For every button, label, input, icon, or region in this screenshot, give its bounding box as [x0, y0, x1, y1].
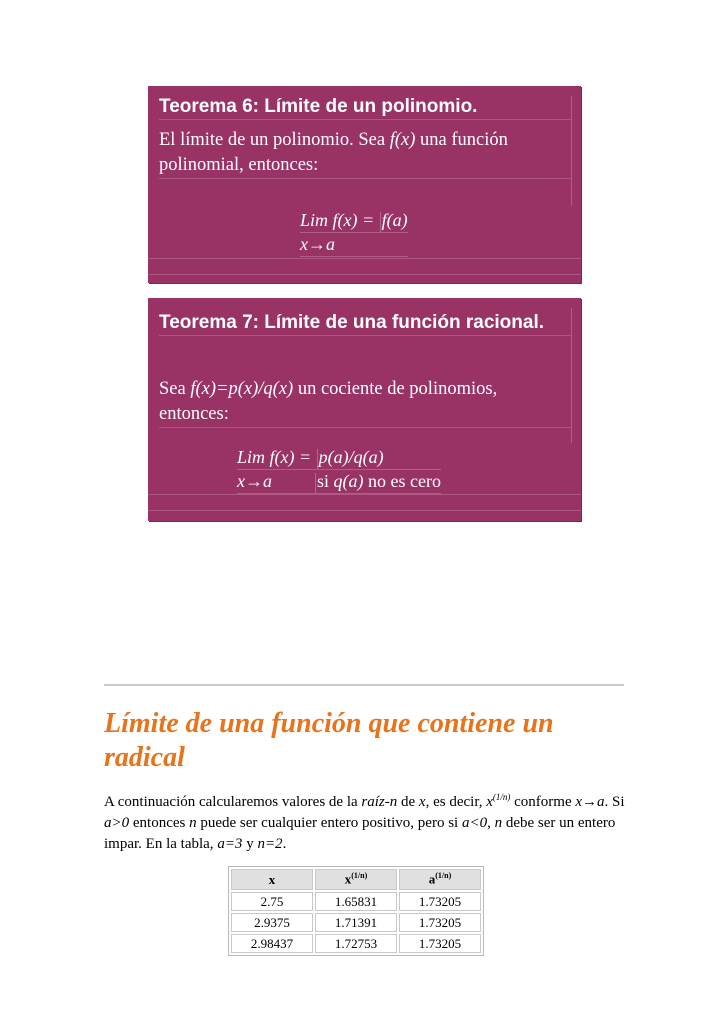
theorem-6-box	[148, 86, 581, 283]
table-cell: 1.65831	[315, 892, 397, 911]
table-cell: 2.98437	[231, 934, 313, 953]
values-table	[228, 866, 484, 956]
section-divider	[104, 684, 624, 686]
theorem-6-statement: El límite de un polinomio. Sea f(x) una función polinomial, entonces:	[159, 128, 571, 179]
header-x-root: $x^{(1/n)}$	[315, 869, 397, 890]
section-paragraph: A continuación calcularemos valores de la raíz-n de x, es decir, $x^{(1/n)}$ conforme x→a. Si a>0 entonces n puede ser cualquier entero positivo, pero si a<0, n debe ser un entero impar. En la tabla, a=3 y n=2.	[104, 792, 625, 852]
theorem-6-formula: Lim f(x) = f(a) x→a	[300, 209, 408, 257]
table-row	[231, 892, 481, 911]
theorem-7-box	[148, 298, 581, 521]
table-cell: 2.9375	[231, 913, 313, 932]
table-cell: 1.73205	[399, 913, 481, 932]
theorem-7-formula: Lim f(x) = p(a)/q(a) x→a si q(a) no es cero	[237, 446, 441, 494]
header-a-root: $a^{(1/n)}$	[399, 869, 481, 890]
table-row	[231, 934, 481, 953]
table-cell: 1.71391	[315, 913, 397, 932]
table-cell: 1.72753	[315, 934, 397, 953]
right-arrow-icon: →	[245, 471, 263, 491]
theorem-6-title: Teorema 6: Límite de un polinomio.	[159, 94, 571, 120]
right-arrow-icon: →	[308, 234, 326, 254]
header-x: x	[231, 869, 313, 890]
table-cell: 1.73205	[399, 892, 481, 911]
section-title: Límite de una función que contiene un radical	[104, 708, 554, 773]
right-arrow-icon: →	[582, 794, 598, 810]
table-cell: 1.73205	[399, 934, 481, 953]
theorem-7-title: Teorema 7: Límite de una función racional.	[159, 310, 571, 336]
table-cell: 2.75	[231, 892, 313, 911]
theorem-7-statement: Sea f(x)=p(x)/q(x) un cociente de polinomios, entonces:	[159, 377, 571, 428]
table-header-row	[231, 869, 481, 890]
table-row	[231, 913, 481, 932]
